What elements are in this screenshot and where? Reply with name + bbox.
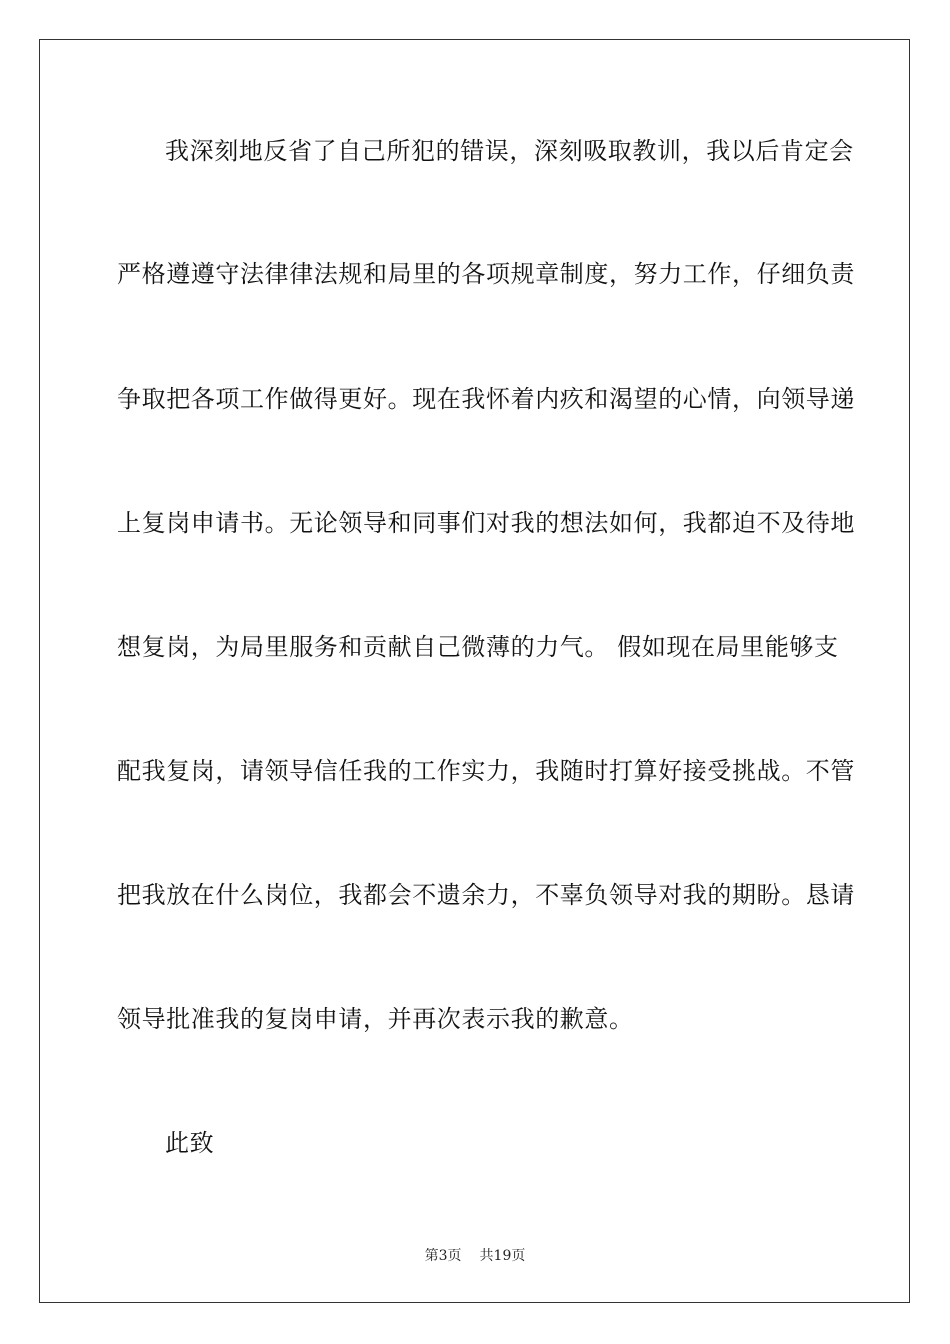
body-line-2: 严格遵遵守法律律法规和局里的各项规章制度，努力工作，仔细负责 bbox=[117, 260, 855, 288]
page-total: 共19页 bbox=[479, 1248, 526, 1264]
body-line-8: 领导批准我的复岗申请，并再次表示我的歉意。 bbox=[117, 1005, 634, 1033]
body-line-4: 上复岗申请书。无论领导和同事们对我的想法如何，我都迫不及待地 bbox=[117, 509, 855, 537]
page-number: 第3页 bbox=[424, 1248, 462, 1264]
body-line-3: 争取把各项工作做得更好。现在我怀着内疚和渴望的心情，向领导递 bbox=[117, 385, 855, 413]
page-footer bbox=[0, 1247, 950, 1265]
body-line-1: 我深刻地反省了自己所犯的错误，深刻吸取教训，我以后肯定会 bbox=[165, 137, 854, 165]
body-line-7: 把我放在什么岗位，我都会不遗余力，不辜负领导对我的期盼。恳请 bbox=[117, 881, 855, 909]
closing-salutation: 此致 bbox=[165, 1129, 215, 1157]
body-line-5: 想复岗，为局里服务和贡献自己微薄的力气。 假如现在局里能够支 bbox=[117, 633, 839, 661]
body-line-6: 配我复岗，请领导信任我的工作实力，我随时打算好接受挑战。不管 bbox=[117, 757, 855, 785]
page-border bbox=[39, 39, 910, 1303]
